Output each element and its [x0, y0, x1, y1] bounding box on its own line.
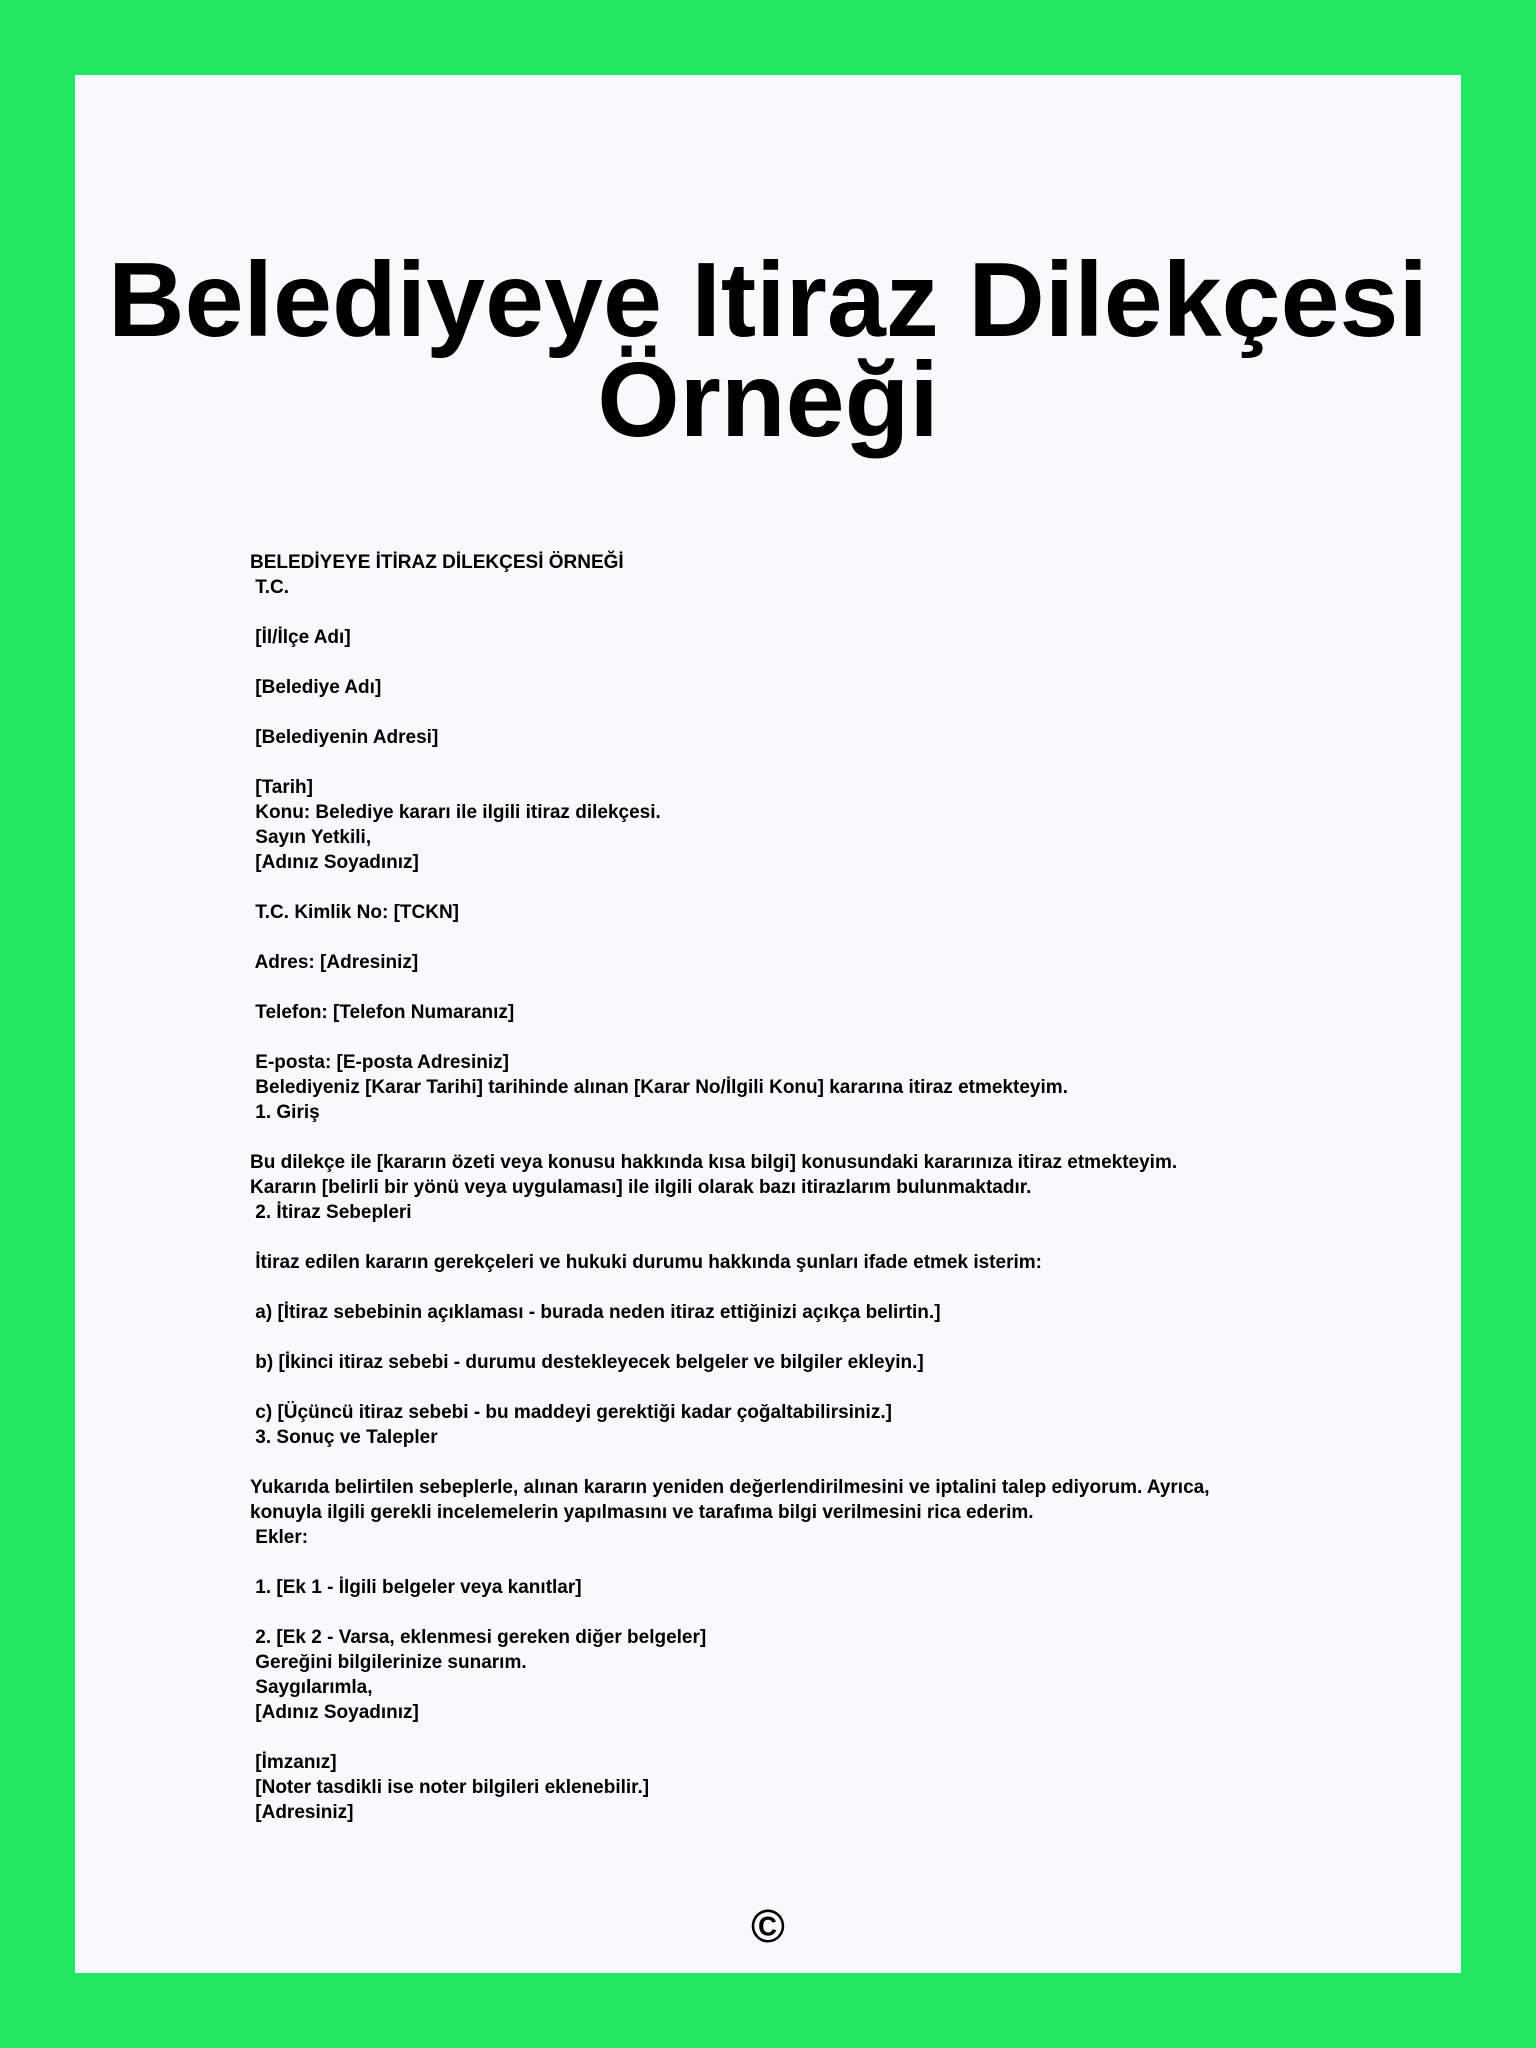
body-line: BELEDİYEYE İTİRAZ DİLEKÇESİ ÖRNEĞİ [250, 552, 624, 573]
body-line: Bu dilekçe ile [kararın özeti veya konusu hakkında kısa bilgi] konusundaki kararınıza itiraz etmekteyim. [250, 1152, 1178, 1173]
blank-line [250, 1275, 1380, 1300]
body-line: Ekler: [250, 1527, 309, 1548]
blank-line [250, 1225, 1380, 1250]
body-line: Adres: [Adresiniz] [250, 952, 419, 973]
blank-line [250, 1375, 1380, 1400]
body-line: [İl/İlçe Adı] [250, 627, 351, 648]
body-line: [Belediyenin Adresi] [250, 727, 439, 748]
body-line: 2. [Ek 2 - Varsa, eklenmesi gereken diğer belgeler] [250, 1627, 707, 1648]
title-line-1: Belediyeye Itiraz Dilekçesi [108, 241, 1428, 359]
blank-line [250, 975, 1380, 1000]
body-line: Belediyeniz [Karar Tarihi] tarihinde alınan [Karar No/İlgili Konu] kararına itiraz etmekteyim. [250, 1077, 1068, 1098]
body-line: Kararın [belirli bir yönü veya uygulaması] ile ilgili olarak bazı itirazlarım bulunmaktadır. [250, 1177, 1032, 1198]
blank-line [250, 600, 1380, 625]
body-line: [Adınız Soyadınız] [250, 852, 419, 873]
blank-line [250, 1725, 1380, 1750]
body-line: E-posta: [E-posta Adresiniz] [250, 1052, 509, 1073]
body-line: Sayın Yetkili, [250, 827, 372, 848]
body-line: T.C. [250, 577, 290, 598]
body-line: [Tarih] [250, 777, 313, 798]
blank-line [250, 700, 1380, 725]
body-line: Saygılarımla, [250, 1677, 373, 1698]
blank-line [250, 875, 1380, 900]
document-title [75, 241, 1461, 459]
blank-line [250, 925, 1380, 950]
blank-line [250, 1600, 1380, 1625]
body-line: 1. [Ek 1 - İlgili belgeler veya kanıtlar] [250, 1577, 582, 1598]
blank-line [250, 1325, 1380, 1350]
body-line: c) [Üçüncü itiraz sebebi - bu maddeyi gerektiği kadar çoğaltabilirsiniz.] [250, 1402, 892, 1423]
body-line: Yukarıda belirtilen sebeplerle, alınan kararın yeniden değerlendirilmesini ve iptalini talep ediyorum. Ayrıca, [250, 1477, 1210, 1498]
blank-line [250, 1550, 1380, 1575]
body-line: [Adresiniz] [250, 1802, 354, 1823]
blank-line [250, 750, 1380, 775]
blank-line [250, 1025, 1380, 1050]
document-page [75, 75, 1461, 1973]
body-line: Gereğini bilgilerinize sunarım. [250, 1652, 527, 1673]
title-line-2: Örneği [597, 341, 939, 459]
body-line: b) [İkinci itiraz sebebi - durumu destekleyecek belgeler ve bilgiler ekleyin.] [250, 1352, 924, 1373]
blank-line [250, 1125, 1380, 1150]
body-line: 1. Giriş [250, 1102, 320, 1123]
body-line: İtiraz edilen kararın gerekçeleri ve hukuki durumu hakkında şunları ifade etmek isterim: [250, 1252, 1042, 1273]
body-line: konuyla ilgili gerekli incelemelerin yapılmasını ve tarafıma bilgi verilmesini rica ederim. [250, 1502, 1034, 1523]
document-body [250, 550, 1380, 1825]
blank-line [250, 1450, 1380, 1475]
body-line: [Adınız Soyadınız] [250, 1702, 419, 1723]
body-line: T.C. Kimlik No: [TCKN] [250, 902, 459, 923]
body-line: a) [İtiraz sebebinin açıklaması - burada neden itiraz ettiğinizi açıkça belirtin.] [250, 1302, 941, 1323]
body-line: Konu: Belediye kararı ile ilgili itiraz dilekçesi. [250, 802, 661, 823]
copyright-icon: © [751, 1900, 785, 1952]
body-line: 3. Sonuç ve Talepler [250, 1427, 438, 1448]
body-line: 2. İtiraz Sebepleri [250, 1202, 412, 1223]
body-line: Telefon: [Telefon Numaranız] [250, 1002, 515, 1023]
body-line: [Belediye Adı] [250, 677, 382, 698]
body-line: [Noter tasdikli ise noter bilgileri eklenebilir.] [250, 1777, 650, 1798]
body-line: [İmzanız] [250, 1752, 337, 1773]
blank-line [250, 650, 1380, 675]
